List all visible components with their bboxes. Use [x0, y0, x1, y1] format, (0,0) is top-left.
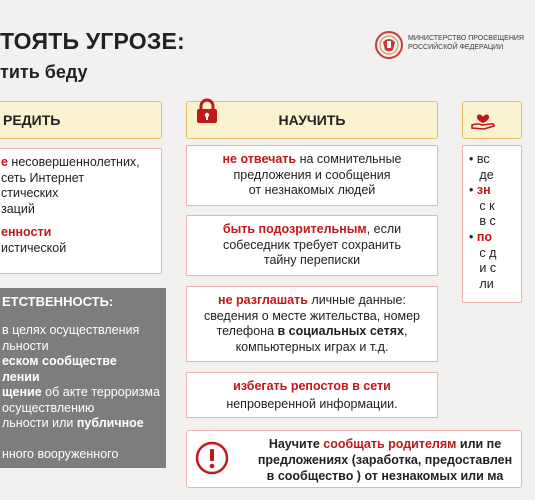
left-card-line-3: заций [1, 201, 35, 216]
middle-card-3-line-1: не разглашать личные данные: [218, 293, 406, 307]
responsibility-line-8: нного вооруженного [2, 447, 119, 461]
alert-line-2: предложениях (заработка, предоставлен [257, 453, 513, 467]
responsibility-line-2: еском сообществе [2, 354, 117, 368]
ministry-logo [372, 28, 524, 62]
right-card-line-4: в с [479, 214, 496, 229]
exclamation-circle-icon [195, 441, 229, 475]
middle-card-1-line-2: предложения и сообщения [233, 167, 391, 182]
left-card-line-2: стических [1, 186, 59, 200]
left-header-label: РЕДИТЬ [3, 112, 61, 128]
left-card [0, 148, 162, 274]
middle-card-4-line-2: непроверенной информации. [226, 396, 398, 411]
right-card-line-2: • зн [469, 183, 491, 198]
right-card-line-8: ли [479, 276, 494, 291]
logo-line-2: РОССИЙСКОЙ ФЕДЕРАЦИИ [408, 44, 504, 51]
responsibility-line-6: льности или публичное [2, 416, 144, 430]
responsibility-line-3: лении [2, 369, 40, 384]
page-subtitle: тить беду [0, 62, 88, 82]
responsibility-line-0: в целях осуществления [2, 323, 140, 337]
middle-card-3-line-2: сведения о месте жительства, номер [203, 308, 421, 323]
left-card-line-1: сеть Интернет [1, 170, 85, 185]
middle-card-2-line-3: тайну переписки [263, 253, 361, 267]
middle-card-1-line-3: от незнакомых людей [248, 183, 376, 197]
middle-card-2-line-1: быть подозрительным, если [222, 222, 402, 236]
responsibility-line-5: осуществлению [2, 400, 95, 415]
middle-card-4-line-1: избегать репостов в сети [233, 379, 391, 393]
right-card-line-3: с к [479, 198, 495, 213]
left-card-line-5: истической [1, 240, 67, 255]
right-card-line-5: • по [469, 229, 493, 244]
right-card-line-7: и с [479, 261, 497, 276]
middle-card-4 [186, 372, 438, 418]
responsibility-panel [0, 288, 166, 468]
left-header [0, 101, 162, 139]
middle-card-1 [186, 145, 438, 206]
responsibility-line-7 [2, 432, 166, 448]
lock-icon [196, 98, 218, 124]
alert-line-1: Научите сообщать родителям или пе [268, 437, 502, 451]
alert-line-3: в сообщество ) от незнакомых или ма [266, 469, 504, 483]
middle-card-3 [186, 286, 438, 362]
right-card-line-6: с д [479, 245, 497, 260]
responsibility-title: ЕТСТВЕННОСТЬ: [2, 294, 114, 309]
middle-header [186, 101, 438, 139]
page-title: ТОЯТЬ УГРОЗЕ: [0, 28, 185, 54]
right-card-line-1: де [479, 167, 494, 182]
right-card [462, 145, 522, 303]
responsibility-line-4: щение об акте терроризма [2, 385, 160, 399]
middle-card-2 [186, 215, 438, 276]
responsibility-line-1: льности [2, 338, 49, 353]
right-card-line-0: • вс [469, 152, 490, 166]
middle-header-label: НАУЧИТЬ [278, 112, 346, 128]
left-card-line-4: енности [1, 225, 52, 239]
middle-card-3-line-3: телефона в социальных сетях, [216, 324, 408, 338]
logo-line-1: МИНИСТЕРСТВО ПРОСВЕЩЕНИЯ [408, 35, 524, 42]
left-card-line-0: е несовершеннолетних, [1, 155, 140, 169]
alert-box [186, 430, 522, 488]
heart-hand-icon [470, 108, 496, 130]
middle-card-1-line-1: не отвечать на сомнительные [222, 152, 402, 166]
middle-card-3-line-4: компьютерных играх и т.д. [235, 339, 389, 354]
ministry-emblem-icon [374, 28, 404, 62]
middle-card-2-line-2: собеседник требует сохранить [222, 237, 402, 252]
